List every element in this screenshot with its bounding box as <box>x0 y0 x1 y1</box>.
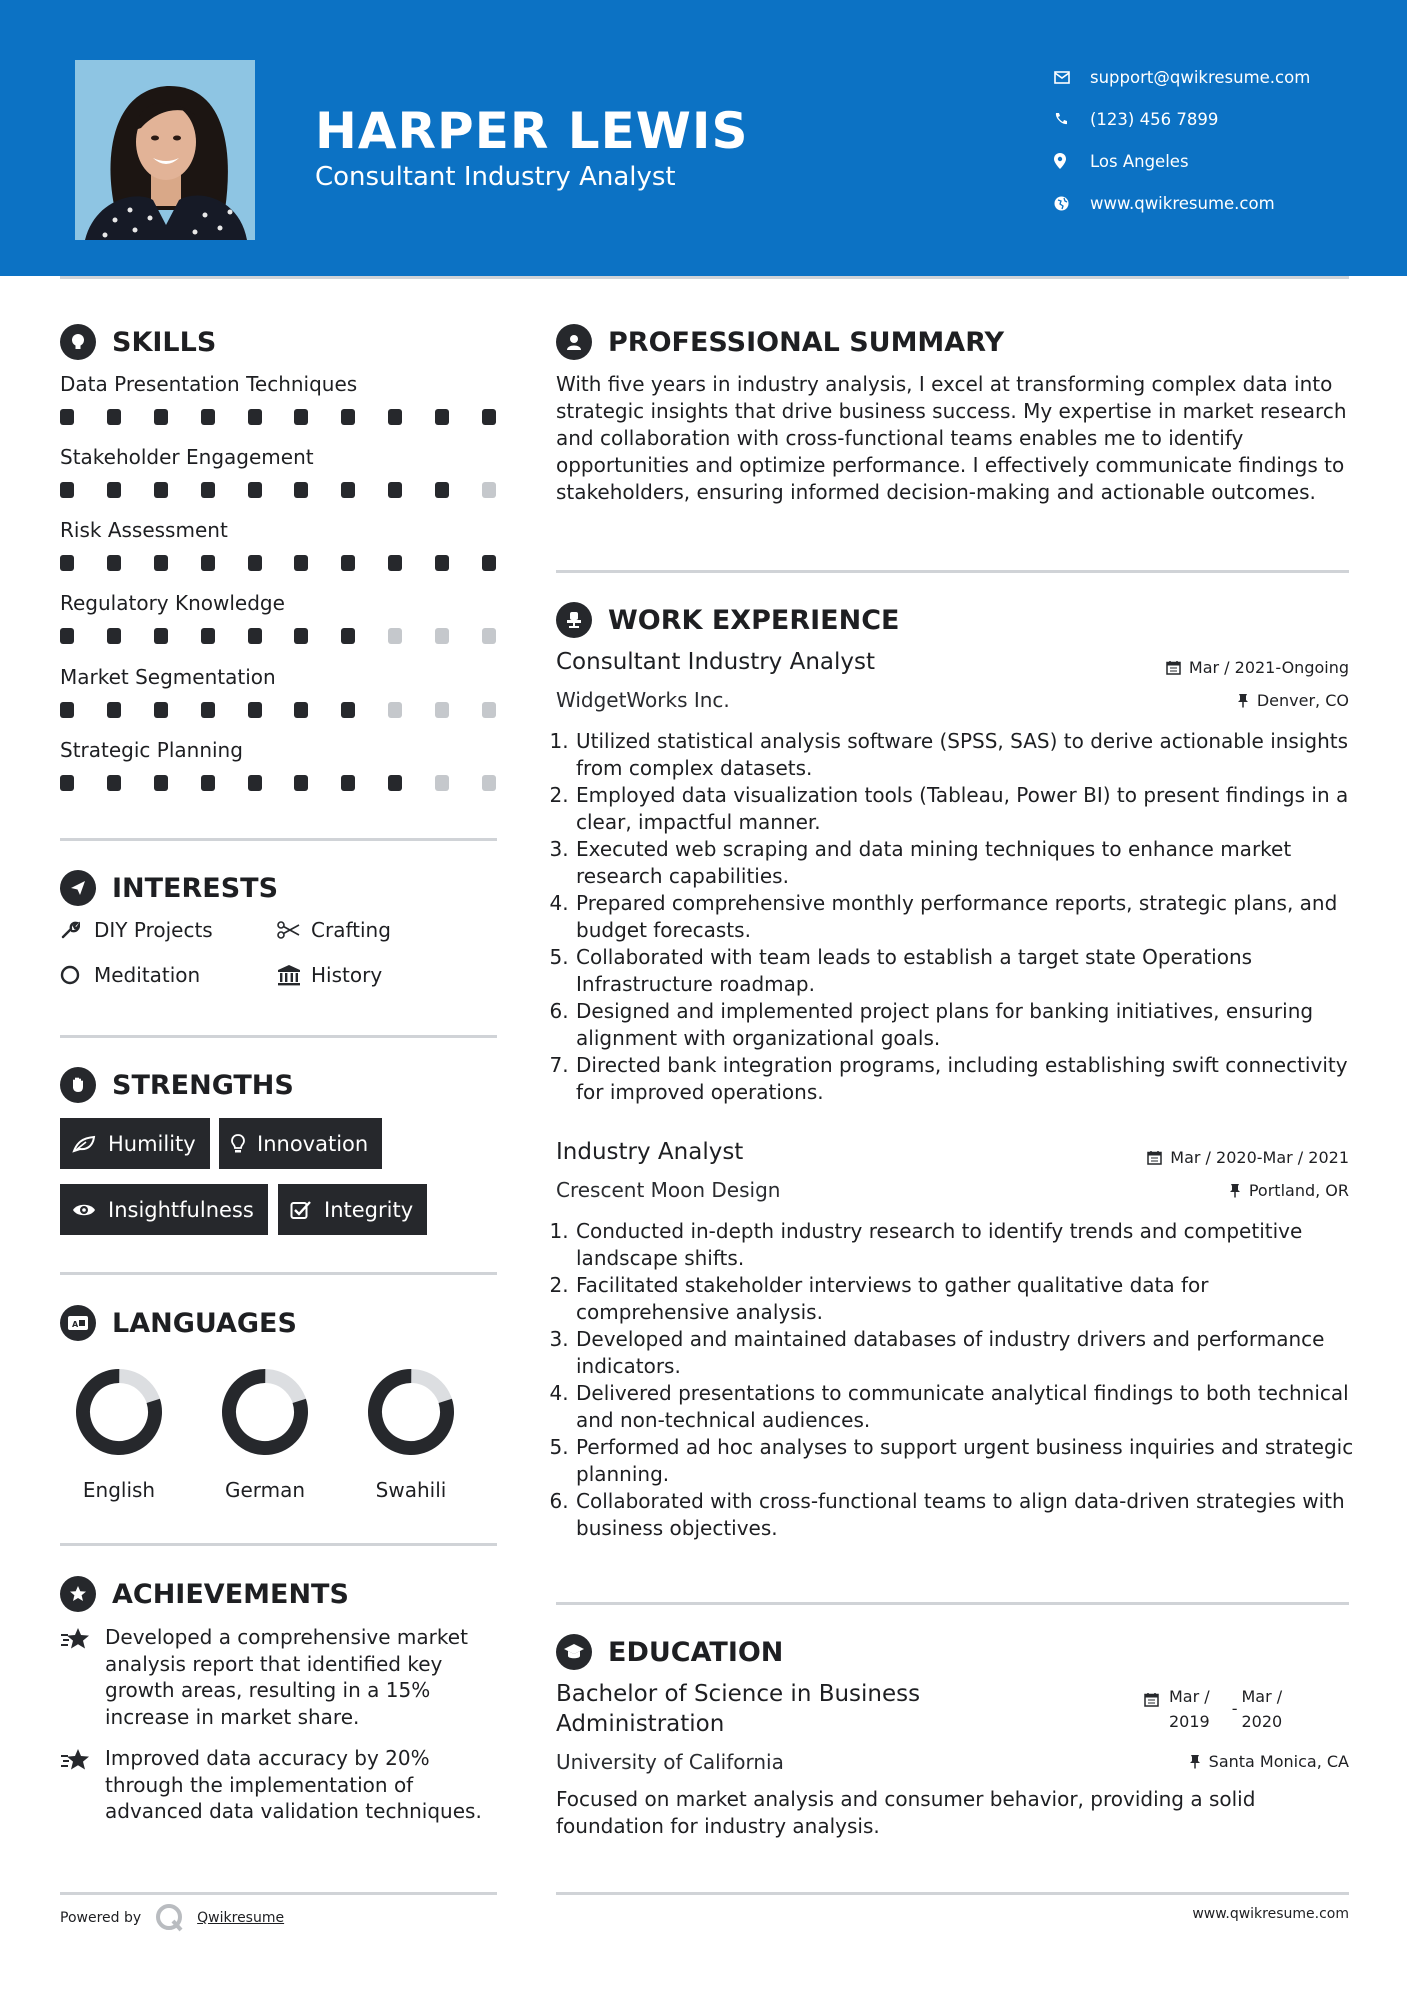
rating-dot-empty <box>388 702 402 718</box>
section-divider <box>60 1543 497 1546</box>
rating-dot-filled <box>154 482 168 498</box>
duty-item: 3. Developed and maintained databases of industry drivers and performance indicators. <box>575 1326 1356 1380</box>
rating-dot-filled <box>107 555 121 571</box>
date-separator: - <box>1231 1699 1238 1718</box>
experience-heading: WORK EXPERIENCE <box>556 602 899 638</box>
contact-list <box>1054 56 1310 224</box>
strengths-heading: STRENGTHS <box>60 1067 294 1103</box>
phone-icon <box>1054 112 1090 126</box>
rating-dot-filled <box>388 775 402 791</box>
section-divider <box>60 838 497 841</box>
duty-item: 7. Directed bank integration programs, including establishing swift connectivity for improved operations. <box>575 1052 1356 1106</box>
education-start: Mar / 2019 <box>1169 1687 1210 1731</box>
job-dates: Mar / 2021-Ongoing <box>1166 658 1349 677</box>
language-item <box>336 1368 486 1502</box>
rating-dot-filled <box>341 702 355 718</box>
rating-dot-empty <box>482 482 496 498</box>
language-proficiency-ring <box>367 1368 455 1456</box>
rating-dot-filled <box>248 702 262 718</box>
ring-fill <box>75 1368 163 1456</box>
section-divider <box>556 570 1349 573</box>
pushpin-icon <box>1229 1183 1241 1198</box>
rating-dot-filled <box>60 775 74 791</box>
education-dates <box>1144 1684 1282 1734</box>
office-chair-icon <box>556 602 592 638</box>
rating-dot-filled <box>154 555 168 571</box>
lightbulb-icon <box>60 324 96 360</box>
powered-by <box>60 1903 284 1933</box>
rating-dot-empty <box>435 775 449 791</box>
rating-dot-filled <box>154 702 168 718</box>
education-heading: EDUCATION <box>556 1634 783 1670</box>
rating-dot-filled <box>107 628 121 644</box>
rating-dot-filled <box>60 409 74 425</box>
rating-dot-filled <box>294 628 308 644</box>
job-dates: Mar / 2020-Mar / 2021 <box>1147 1148 1349 1167</box>
education-end: Mar / 2020 <box>1241 1687 1283 1731</box>
skill-item <box>60 517 500 571</box>
duty-item: 4. Delivered presentations to communicate analytical findings to both technical and non-technical audiences. <box>575 1380 1356 1434</box>
section-divider <box>60 1892 497 1895</box>
duty-item: 2. Facilitated stakeholder interviews to gather qualitative data for comprehensive analysis. <box>575 1272 1356 1326</box>
institution-icon <box>277 964 311 986</box>
skill-item <box>60 590 500 644</box>
skill-name: Strategic Planning <box>60 738 243 762</box>
skill-item <box>60 664 500 718</box>
leaf-icon <box>72 1135 96 1153</box>
skill-name: Regulatory Knowledge <box>60 591 285 615</box>
duty-item: 5. Collaborated with team leads to establish a target state Operations Infrastructure roadmap. <box>575 944 1356 998</box>
duty-item: 4. Prepared comprehensive monthly performance reports, strategic plans, and budget forecasts. <box>575 890 1356 944</box>
duty-item: 3. Executed web scraping and data mining techniques to enhance market research capabilities. <box>575 836 1356 890</box>
ring-fill <box>367 1368 455 1456</box>
rating-dot-filled <box>435 555 449 571</box>
rating-dot-filled <box>388 409 402 425</box>
degree-line: Bachelor of Science in Business <box>556 1681 921 1707</box>
contact-website[interactable] <box>1054 182 1310 224</box>
rating-dot-filled <box>107 409 121 425</box>
job-duties <box>556 728 1356 1106</box>
qwikresume-link[interactable]: Qwikresume <box>197 1910 285 1926</box>
rating-dot-filled <box>341 628 355 644</box>
job-location: Denver, CO <box>1237 691 1349 710</box>
company-name: WidgetWorks Inc. <box>556 688 730 712</box>
globe-icon <box>1054 196 1090 211</box>
rating-dot-filled <box>294 702 308 718</box>
contact-email[interactable] <box>1054 56 1310 98</box>
graduation-cap-icon <box>556 1634 592 1670</box>
rating-dot-filled <box>435 409 449 425</box>
duty-item: 1. Conducted in-depth industry research to identify trends and competitive landscape shifts. <box>575 1218 1356 1272</box>
duty-item: 6. Designed and implemented project plans for banking initiatives, ensuring alignment with organizational goals. <box>575 998 1356 1052</box>
rating-dot-filled <box>482 555 496 571</box>
rating-dot-filled <box>388 482 402 498</box>
duty-item: 5. Performed ad hoc analyses to support urgent business inquiries and strategic planning. <box>575 1434 1356 1488</box>
rating-dot-empty <box>435 628 449 644</box>
rating-dot-filled <box>435 482 449 498</box>
paper-plane-icon <box>60 870 96 906</box>
summary-heading: PROFESSIONAL SUMMARY <box>556 324 1004 360</box>
skill-rating <box>60 482 500 498</box>
star-badge-icon <box>60 1576 96 1612</box>
skill-rating <box>60 409 500 425</box>
calendar-icon <box>1166 660 1181 675</box>
circle-icon <box>60 965 94 985</box>
rating-dot-empty <box>482 702 496 718</box>
skill-rating <box>60 702 500 718</box>
section-divider <box>60 1035 497 1038</box>
achievements-heading: ACHIEVEMENTS <box>60 1576 349 1612</box>
rating-dot-empty <box>388 628 402 644</box>
rating-dot-filled <box>482 409 496 425</box>
rating-dot-filled <box>341 775 355 791</box>
rating-dot-filled <box>248 409 262 425</box>
language-item <box>190 1368 340 1502</box>
ring-fill <box>221 1368 309 1456</box>
skill-name: Data Presentation Techniques <box>60 372 358 396</box>
section-divider <box>60 1272 497 1275</box>
rating-dot-empty <box>482 775 496 791</box>
resume-header <box>0 0 1407 276</box>
rating-dot-filled <box>201 409 215 425</box>
rating-dot-filled <box>201 628 215 644</box>
language-item <box>44 1368 194 1502</box>
pushpin-icon <box>1237 693 1249 708</box>
rating-dot-filled <box>341 555 355 571</box>
languages-heading: A LANGUAGES <box>60 1305 297 1341</box>
achievement-text: Developed a comprehensive market analysis report that identified key growth areas, resulting in a 15% increase in market share. <box>105 1625 468 1729</box>
strength-chip: Integrity <box>278 1184 427 1235</box>
summary-text: With five years in industry analysis, I excel at transforming complex data into strategic insights that drive business success. My expertise in market research and collaboration with cross-functional teams enables me to identify opportunities and optimize performance. I effectively communicate findings to stakeholders, ensuring informed decision-making and actionable outcomes. <box>556 372 1347 504</box>
rating-dot-filled <box>154 409 168 425</box>
strength-chip: Innovation <box>219 1118 382 1169</box>
job-location: Portland, OR <box>1229 1181 1349 1200</box>
interest-item: DIY Projects <box>60 918 213 942</box>
language-name: Swahili <box>375 1478 447 1502</box>
job-role: Industry Analyst <box>556 1139 744 1165</box>
skill-rating <box>60 555 500 571</box>
interest-item: Meditation <box>60 963 200 987</box>
interest-item: History <box>277 963 382 987</box>
duty-item: 1. Utilized statistical analysis software (SPSS, SAS) to derive actionable insights from complex datasets. <box>575 728 1356 782</box>
language-name: German <box>224 1478 306 1502</box>
rating-dot-filled <box>60 628 74 644</box>
header-divider <box>60 276 1349 279</box>
star-icon <box>60 1624 105 1730</box>
degree-line: Administration <box>556 1711 725 1737</box>
section-divider <box>556 1892 1349 1895</box>
achievement-item <box>60 1624 500 1730</box>
candidate-title: Consultant Industry Analyst <box>315 162 676 192</box>
skill-rating <box>60 628 500 644</box>
rating-dot-filled <box>294 775 308 791</box>
section-divider <box>556 1602 1349 1605</box>
strength-chip: Humility <box>60 1118 210 1169</box>
map-marker-icon <box>1054 153 1090 169</box>
rating-dot-filled <box>107 702 121 718</box>
qwikresume-logo-icon <box>155 1903 185 1933</box>
interest-item: Crafting <box>277 918 391 942</box>
lightbulb-icon <box>231 1134 245 1154</box>
envelope-icon <box>1054 71 1090 84</box>
skill-item <box>60 371 500 425</box>
powered-by-text: Powered by <box>60 1910 142 1926</box>
contact-website-text: www.qwikresume.com <box>1090 193 1275 213</box>
rating-dot-filled <box>294 409 308 425</box>
rating-dot-filled <box>154 775 168 791</box>
calendar-icon <box>1147 1150 1162 1165</box>
contact-phone-text: (123) 456 7899 <box>1090 109 1219 129</box>
contact-location <box>1054 140 1310 182</box>
rating-dot-filled <box>201 482 215 498</box>
job-role: Consultant Industry Analyst <box>556 649 876 675</box>
rating-dot-empty <box>435 702 449 718</box>
education-location: Santa Monica, CA <box>1189 1752 1349 1771</box>
rating-dot-filled <box>201 775 215 791</box>
achievement-text: Improved data accuracy by 20% through the implementation of advanced data validation techniques. <box>105 1746 482 1823</box>
language-proficiency-ring <box>75 1368 163 1456</box>
contact-location-text: Los Angeles <box>1090 151 1189 171</box>
company-name: Crescent Moon Design <box>556 1178 781 1202</box>
star-icon <box>60 1745 105 1825</box>
duty-item: 2. Employed data visualization tools (Tableau, Power BI) to present findings in a clear, impactful manner. <box>575 782 1356 836</box>
language-name: English <box>82 1478 156 1502</box>
interests-heading: INTERESTS <box>60 870 278 906</box>
rating-dot-filled <box>107 775 121 791</box>
skill-name: Risk Assessment <box>60 518 228 542</box>
rating-dot-filled <box>60 555 74 571</box>
footer-website[interactable]: www.qwikresume.com <box>1192 1906 1349 1922</box>
user-icon <box>556 324 592 360</box>
candidate-name: HARPER LEWIS <box>315 102 749 160</box>
svg-text:A: A <box>72 1320 79 1329</box>
language-icon <box>60 1305 96 1341</box>
rating-dot-filled <box>60 482 74 498</box>
rating-dot-filled <box>248 555 262 571</box>
rating-dot-filled <box>294 555 308 571</box>
rating-dot-filled <box>294 482 308 498</box>
skill-item <box>60 737 500 791</box>
contact-phone[interactable] <box>1054 98 1310 140</box>
education-description: Focused on market analysis and consumer behavior, providing a solid foundation for industry analysis. <box>556 1787 1256 1838</box>
rating-dot-filled <box>341 482 355 498</box>
profile-photo <box>75 60 255 240</box>
rating-dot-filled <box>248 628 262 644</box>
skills-heading: SKILLS <box>60 324 216 360</box>
duty-item: 6. Collaborated with cross-functional teams to align data-driven strategies with business objectives. <box>575 1488 1356 1542</box>
skill-name: Market Segmentation <box>60 665 276 689</box>
school-name: University of California <box>556 1750 784 1774</box>
skill-name: Stakeholder Engagement <box>60 445 314 469</box>
contact-email-text: support@qwikresume.com <box>1090 67 1311 87</box>
rating-dot-empty <box>482 628 496 644</box>
language-proficiency-ring <box>221 1368 309 1456</box>
rating-dot-filled <box>60 702 74 718</box>
rating-dot-filled <box>341 409 355 425</box>
rating-dot-filled <box>154 628 168 644</box>
calendar-icon <box>1144 1692 1159 1707</box>
rating-dot-filled <box>248 775 262 791</box>
skill-rating <box>60 775 500 791</box>
wrench-icon <box>60 920 94 940</box>
skill-item <box>60 444 500 498</box>
achievement-item <box>60 1745 500 1825</box>
scissors-icon <box>277 921 311 939</box>
rating-dot-filled <box>201 702 215 718</box>
eye-icon <box>72 1202 96 1218</box>
rating-dot-filled <box>107 482 121 498</box>
rating-dot-filled <box>201 555 215 571</box>
check-square-icon <box>290 1200 312 1220</box>
strength-chip: Insightfulness <box>60 1184 268 1235</box>
pushpin-icon <box>1189 1754 1201 1769</box>
job-duties <box>556 1218 1356 1542</box>
hand-icon <box>60 1067 96 1103</box>
rating-dot-filled <box>248 482 262 498</box>
rating-dot-filled <box>388 555 402 571</box>
